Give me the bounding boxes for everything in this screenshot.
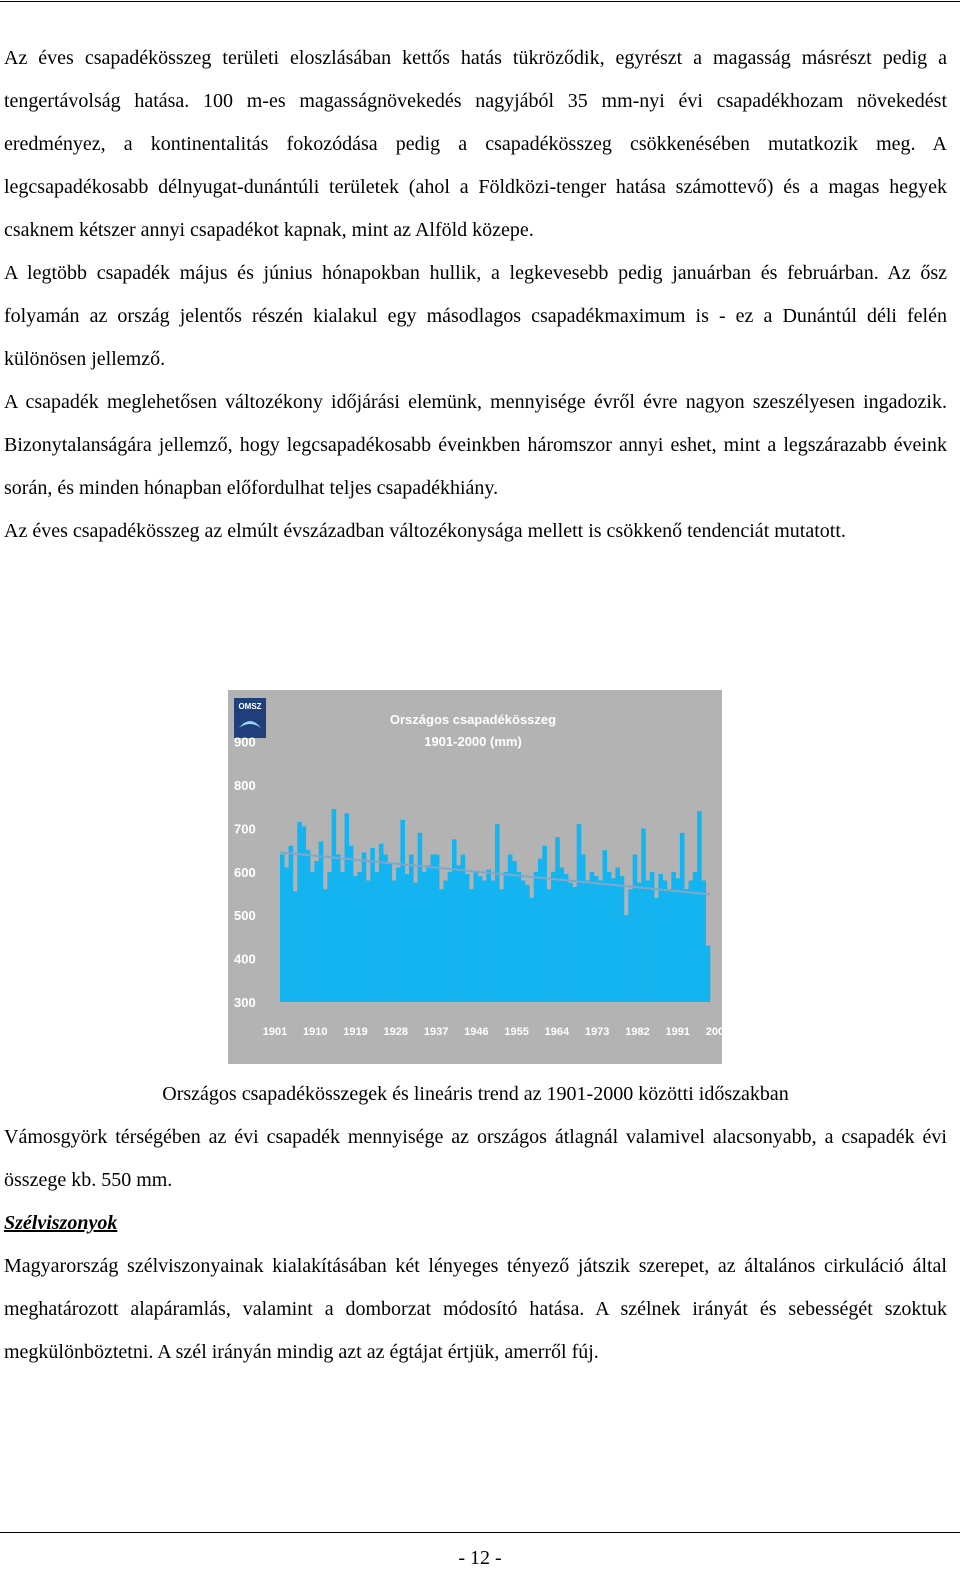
logo-text: OMSZ bbox=[238, 702, 262, 711]
bar bbox=[646, 881, 651, 1002]
bottom-rule bbox=[0, 1532, 960, 1533]
bar bbox=[418, 833, 423, 1002]
omsz-logo bbox=[234, 698, 266, 738]
bar bbox=[379, 844, 384, 1002]
bar bbox=[319, 841, 324, 1002]
bar bbox=[422, 872, 427, 1002]
x-tick-label: 1919 bbox=[343, 1026, 368, 1038]
bar bbox=[701, 881, 706, 1002]
bar bbox=[521, 881, 526, 1002]
bar bbox=[560, 868, 565, 1002]
bar bbox=[611, 878, 616, 1002]
bar bbox=[525, 885, 530, 1002]
y-tick-label: 700 bbox=[234, 821, 256, 837]
bar bbox=[680, 833, 685, 1002]
bar bbox=[289, 846, 294, 1002]
x-tick-label: 1946 bbox=[464, 1026, 489, 1038]
bar bbox=[353, 876, 358, 1002]
bar bbox=[392, 881, 397, 1002]
bar bbox=[706, 946, 711, 1002]
bar bbox=[465, 874, 470, 1002]
bar bbox=[615, 868, 620, 1002]
y-tick-label: 500 bbox=[234, 908, 256, 924]
bar bbox=[581, 854, 586, 1002]
bar bbox=[551, 872, 556, 1002]
bar bbox=[452, 839, 457, 1002]
bar bbox=[461, 854, 466, 1002]
bar bbox=[555, 837, 560, 1002]
x-tick-label: 1955 bbox=[504, 1026, 529, 1038]
bar bbox=[572, 887, 577, 1002]
bar bbox=[293, 891, 298, 1002]
bar bbox=[495, 824, 500, 1002]
x-tick-label: 1982 bbox=[625, 1026, 650, 1038]
bar bbox=[284, 868, 289, 1002]
bar bbox=[327, 872, 332, 1002]
bar bbox=[637, 883, 642, 1002]
bar bbox=[529, 898, 534, 1002]
chart-subtitle: 1901-2000 (mm) bbox=[424, 734, 522, 749]
bar bbox=[585, 881, 590, 1002]
figure-caption: Országos csapadékösszegek és lineáris trend az 1901-2000 közötti időszakban bbox=[162, 1083, 789, 1105]
bar bbox=[383, 854, 388, 1002]
bar bbox=[486, 870, 491, 1002]
bar bbox=[603, 850, 608, 1002]
bar bbox=[396, 868, 401, 1002]
bar bbox=[491, 881, 496, 1002]
bar bbox=[349, 846, 354, 1002]
bar bbox=[564, 874, 569, 1002]
chart-svg bbox=[228, 690, 731, 1064]
bar bbox=[482, 881, 487, 1002]
bar bbox=[624, 915, 629, 1002]
bar bbox=[413, 883, 418, 1002]
bar bbox=[620, 876, 625, 1002]
x-tick-label: 1973 bbox=[584, 1026, 610, 1038]
bar bbox=[568, 883, 573, 1002]
bar bbox=[431, 854, 436, 1002]
x-tick-label: 1964 bbox=[544, 1026, 570, 1038]
y-tick-label: 900 bbox=[234, 734, 256, 750]
bar-series bbox=[280, 809, 710, 1002]
top-rule bbox=[0, 1, 960, 2]
bar bbox=[375, 872, 380, 1002]
bar bbox=[370, 848, 375, 1002]
bar bbox=[310, 872, 315, 1002]
bar bbox=[628, 889, 633, 1002]
bar bbox=[388, 863, 393, 1002]
paragraph: Vámosgyörk térségében az évi csapadék mennyisége az országos átlagnál valamivel alacsonyabb, a csapadék évi összege kb. 550 mm. bbox=[4, 1126, 947, 1191]
bar bbox=[409, 854, 414, 1002]
bar bbox=[577, 824, 582, 1002]
bar bbox=[508, 854, 513, 1002]
bar bbox=[405, 874, 410, 1002]
bar bbox=[439, 889, 444, 1002]
bar bbox=[426, 865, 431, 1002]
bar bbox=[633, 854, 638, 1002]
bar bbox=[362, 852, 367, 1002]
bar bbox=[684, 889, 689, 1002]
bar bbox=[658, 874, 663, 1002]
y-tick-label: 800 bbox=[234, 778, 256, 794]
bar bbox=[336, 854, 341, 1002]
bar bbox=[448, 872, 453, 1002]
bar bbox=[443, 881, 448, 1002]
bar bbox=[504, 872, 509, 1002]
bar bbox=[654, 898, 659, 1002]
bar bbox=[542, 846, 547, 1002]
paragraph: A legtöbb csapadék május és június hónapokban hullik, a legkevesebb pedig januárban és februárban. Az ősz folyamán az ország jelentős részén kialakul egy másodlagos csapadékmaximum is - ez a Dunántúl déli felén különösen jellemző. bbox=[4, 262, 947, 370]
bar bbox=[323, 889, 328, 1002]
bar bbox=[689, 881, 694, 1002]
x-tick-label: 1901 bbox=[262, 1026, 288, 1038]
bar bbox=[512, 861, 517, 1002]
bar bbox=[693, 872, 698, 1002]
bar bbox=[456, 865, 461, 1002]
bar bbox=[607, 872, 612, 1002]
bar bbox=[598, 881, 603, 1002]
bar bbox=[474, 872, 479, 1002]
bar bbox=[280, 854, 285, 1002]
bar bbox=[314, 861, 319, 1002]
bar bbox=[594, 876, 599, 1002]
precipitation-chart bbox=[228, 690, 731, 1064]
bar bbox=[340, 872, 345, 1002]
bar bbox=[478, 876, 483, 1002]
bar bbox=[469, 889, 474, 1002]
bar bbox=[676, 878, 681, 1002]
paragraph: Az éves csapadékösszeg területi eloszlásában kettős hatás tükröződik, egyrészt a magasság másrészt pedig a tengertávolság hatása. 100 m-es magasságnövekedés nagyjából 35 mm-nyi évi csapadékhozam növekedést eredményez, a kontinentalitás fokozódása pedig a csapadékösszeg csökkenésében mutatkozik meg. A legcsapadékosabb délnyugat-dunántúli területek (ahol a Földközi-tenger hatása számottevő) és a magas hegyek csaknem kétszer annyi csapadékot kapnak, mint az Alföld közepe. bbox=[4, 47, 947, 241]
bar bbox=[534, 872, 539, 1002]
bar bbox=[517, 872, 522, 1002]
page-number: - 12 - bbox=[458, 1547, 502, 1569]
bar bbox=[366, 881, 371, 1002]
y-tick-label: 600 bbox=[234, 864, 256, 880]
bar bbox=[663, 881, 668, 1002]
bar bbox=[306, 850, 311, 1002]
paragraph: Magyarország szélviszonyainak kialakításában két lényeges tényező játszik szerepet, az általános cirkuláció által meghatározott alapáramlás, valamint a domborzat módosító hatása. A szélnek irányát és sebességét szoktuk megkülönböztetni. A szél irányán mindig azt az égtájat értjük, amerről fúj. bbox=[4, 1255, 947, 1363]
bar bbox=[302, 826, 307, 1002]
bar bbox=[641, 828, 646, 1002]
bar bbox=[400, 820, 405, 1002]
bar bbox=[590, 872, 595, 1002]
bar bbox=[667, 889, 672, 1002]
x-tick-label: 2000 bbox=[705, 1026, 731, 1038]
y-tick-label: 300 bbox=[234, 995, 256, 1010]
y-tick-label: 400 bbox=[234, 951, 256, 967]
x-tick-label: 1937 bbox=[423, 1026, 449, 1038]
body-text-bottom bbox=[4, 1116, 947, 1374]
bar bbox=[297, 822, 302, 1002]
bar bbox=[435, 854, 440, 1002]
bar bbox=[547, 889, 552, 1002]
x-tick-label: 1991 bbox=[665, 1026, 690, 1038]
paragraph: Az éves csapadékösszeg az elmúlt évszázadban változékonysága mellett is csökkenő tendenciát mutatott. bbox=[4, 520, 846, 542]
bar bbox=[499, 889, 504, 1002]
paragraph: A csapadék meglehetősen változékony időjárási elemünk, mennyisége évről évre nagyon szeszélyesen ingadozik. Bizonytalanságára jellemző, hogy legcsapadékosabb éveinkben háromszor annyi eshet, mint a legszárazabb éveink során, és minden hónapban előfordulhat teljes csapadékhiány. bbox=[4, 391, 947, 499]
section-heading: Szélviszonyok bbox=[4, 1212, 118, 1234]
bar bbox=[345, 813, 350, 1002]
bar bbox=[697, 811, 702, 1002]
bar bbox=[357, 872, 362, 1002]
bar bbox=[538, 859, 543, 1002]
x-tick-label: 1928 bbox=[383, 1026, 409, 1038]
body-text-top bbox=[4, 37, 947, 553]
chart-title: Országos csapadékösszeg bbox=[389, 712, 557, 727]
x-tick-label: 1910 bbox=[303, 1026, 328, 1038]
bar bbox=[332, 809, 337, 1002]
bar bbox=[650, 872, 655, 1002]
